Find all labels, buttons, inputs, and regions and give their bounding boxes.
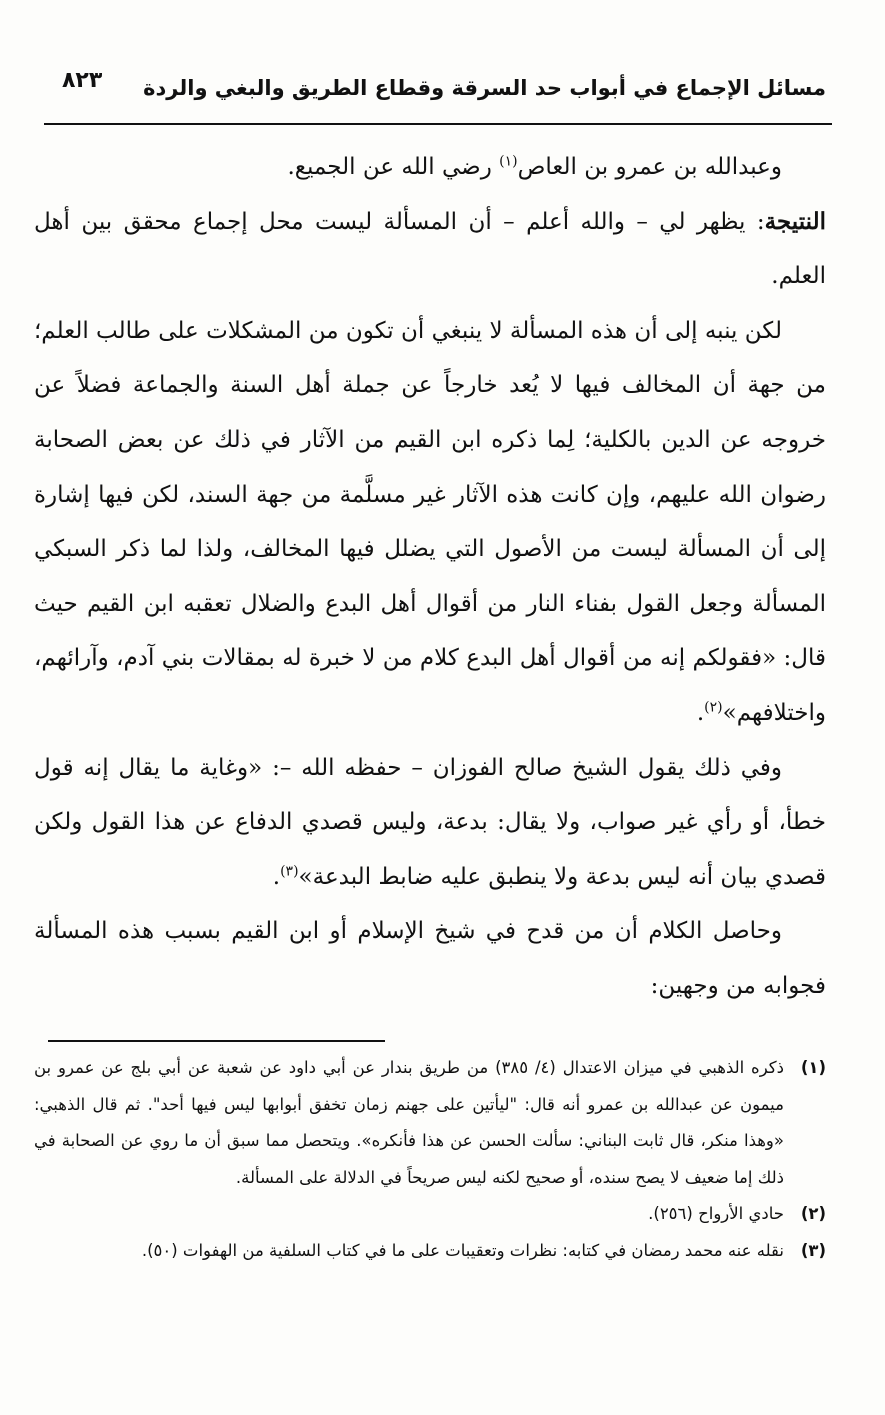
footnote-number: (٢): [800, 1204, 826, 1223]
footnote-text: حادي الأرواح (٢٥٦).: [648, 1204, 784, 1223]
footnote-1: [34, 1050, 826, 1196]
footnote-ref-1: (١): [499, 153, 518, 170]
paragraph-1-tail: رضي الله عن الجميع.: [287, 154, 500, 180]
paragraph-2: [34, 195, 826, 304]
footnote-ref-2: (٢): [704, 699, 723, 716]
result-label: النتيجة: [764, 207, 826, 235]
paragraph-3-text: لكن ينبه إلى أن هذه المسألة لا ينبغي أن تكون من المشكلات على طالب العلم؛ من جهة أن المخالف فيها لا يُعد خارجاً عن جملة أهل السنة والجماعة فضلاً عن خروجه عن الدين بالكلية؛ لِما ذكره ابن القيم من الآثار في ذلك عن بعض الصحابة رضوان الله عليهم، وإن كانت هذه الآثار غير مسلَّمة من جهة السند، لكن فيها إشارة إلى أن المسألة ليست من الأصول التي يضلل فيها المخالف، ولذا لما ذكر السبكي المسألة وجعل القول بفناء النار من أقوال أهل البدع والضلال تعقبه ابن القيم حيث قال: «فقولكم إنه من أقوال أهل البدع كلام من لا خبرة له بمقالات بني آدم، وآرائهم، واختلافهم»: [34, 317, 826, 726]
paragraph-5: [34, 904, 826, 1013]
paragraph-1-text: وعبدالله بن عمرو بن العاص: [517, 154, 782, 180]
footnote-ref-3: (٣): [280, 863, 299, 880]
main-text: [34, 140, 826, 1014]
header-rule: [44, 123, 832, 125]
paragraph-1: [34, 140, 826, 195]
footnote-number: (١): [800, 1058, 826, 1077]
running-title: مسائل الإجماع في أبواب حد السرقة وقطاع الطريق والبغي والردة: [143, 76, 826, 100]
footnote-rule: [48, 1040, 385, 1042]
paragraph-3-tail: .: [696, 699, 705, 726]
book-page: [34, 0, 826, 1415]
footnotes: [34, 1050, 826, 1269]
footnote-number: (٣): [800, 1240, 826, 1260]
footnote-text: ذكره الذهبي في ميزان الاعتدال (٤/ ٣٨٥) من طريق بندار عن أبي داود عن شعبة عن أبي بلج عن عمرو بن ميمون عن عبدالله بن عمرو أنه قال: "ليأتين على جهنم زمان تخفق أبوابها ليس فيها أحد". ثم قال الذهبي: «وهذا منكر، قال ثابت البناني: سألت الحسن عن هذا فأنكره». ويتحصل مما سبق أن ما روي عن الصحابة في ذلك إما ضعيف لا يصح سنده، أو صحيح لكنه ليس صريحاً في الدلالة على المسألة.: [34, 1058, 785, 1187]
paragraph-2-text: : يظهر لي – والله أعلم – أن المسألة ليست محل إجماع محقق بين أهل العلم.: [34, 208, 826, 290]
page-header: [34, 64, 826, 116]
paragraph-4: [34, 741, 826, 905]
paragraph-4-tail: .: [272, 863, 281, 890]
paragraph-5-text: وحاصل الكلام أن من قدح في شيخ الإسلام أو ابن القيم بسبب هذه المسألة فجوابه من وجهين:: [34, 918, 826, 999]
paragraph-4-text: وفي ذلك يقول الشيخ صالح الفوزان – حفظه الله –: «وغاية ما يقال إنه قول خطأ، أو رأي غير صواب، ولا يقال: بدعة، وليس قصدي الدفاع عن هذا القول ولكن قصدي بيان أنه ليس بدعة ولا ينطبق عليه ضابط البدعة»: [34, 754, 826, 890]
footnote-3: [34, 1233, 826, 1270]
paragraph-3: [34, 304, 826, 741]
page-number: ٨٢٣: [62, 68, 103, 93]
footnote-text: نقله عنه محمد رمضان في كتابه: نظرات وتعقيبات على ما في كتاب السلفية من الهفوات (٥٠).: [141, 1240, 784, 1260]
footnote-2: [34, 1196, 826, 1233]
